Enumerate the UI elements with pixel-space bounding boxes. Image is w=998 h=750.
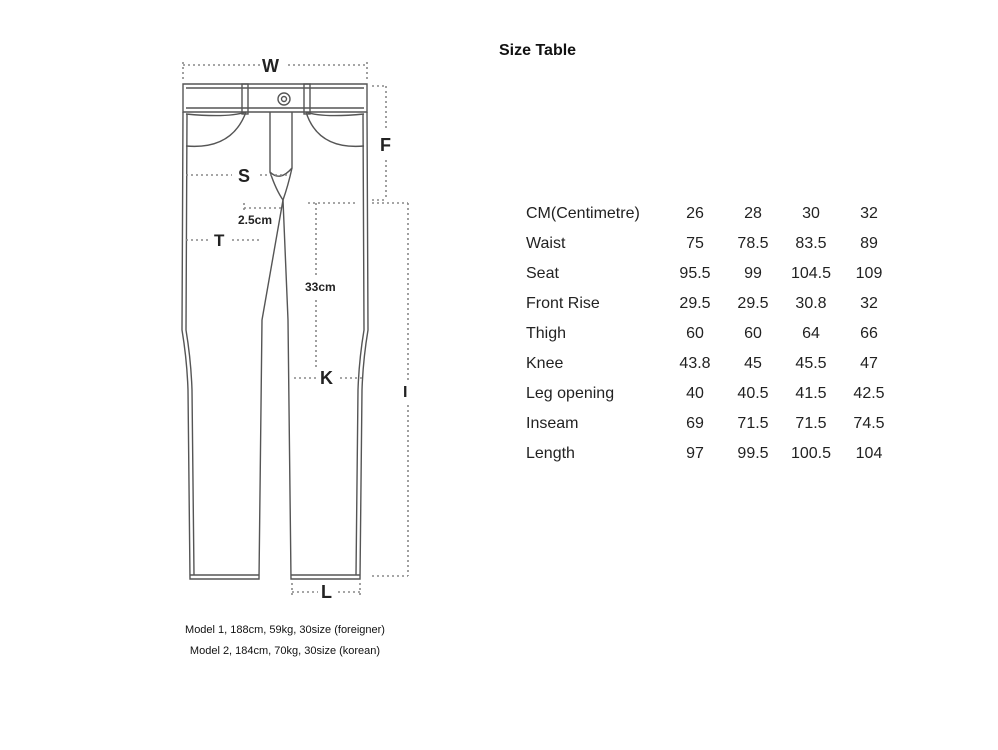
table-cell: 89 <box>860 235 878 252</box>
table-row <box>520 379 898 409</box>
table-cell: 97 <box>686 445 704 462</box>
table-cell: 100.5 <box>790 445 832 462</box>
row-label-knee: Knee <box>526 355 564 372</box>
table-cell: 41.5 <box>795 385 827 402</box>
table-cell: 78.5 <box>737 235 769 252</box>
table-cell: 40 <box>686 385 704 402</box>
size-header-26: 26 <box>686 205 704 222</box>
table-cell: 40.5 <box>737 385 769 402</box>
table-cell: 99 <box>744 265 762 282</box>
table-cell: 29.5 <box>737 295 769 312</box>
table-cell: 60 <box>744 325 762 342</box>
table-row <box>520 349 898 379</box>
model-2-caption: Model 2, 184cm, 70kg, 30size (korean) <box>189 645 381 657</box>
table-cell: 45.5 <box>795 355 827 372</box>
table-cell: 45 <box>744 355 762 372</box>
table-cell: 43.8 <box>679 355 711 372</box>
table-cell: 95.5 <box>679 265 711 282</box>
table-cell: 83.5 <box>795 235 827 252</box>
model-1-caption: Model 1, 188cm, 59kg, 30size (foreigner) <box>185 624 385 636</box>
table-cell: 71.5 <box>737 415 769 432</box>
table-cell: 99.5 <box>737 445 769 462</box>
table-row <box>520 319 898 349</box>
table-row <box>520 229 898 259</box>
table-cell: 74.5 <box>853 415 885 432</box>
table-cell: 30.8 <box>795 295 827 312</box>
dimension-label-crotch-offset: 2.5cm <box>238 213 273 227</box>
dimension-label-w: W <box>262 56 279 76</box>
size-table-header-row <box>520 199 898 229</box>
dimension-label-s: S <box>238 166 251 186</box>
table-row <box>520 439 898 469</box>
table-row <box>520 259 898 289</box>
table-cell: 66 <box>860 325 878 342</box>
table-cell: 42.5 <box>853 385 885 402</box>
size-header-30: 30 <box>802 205 820 222</box>
table-cell: 47 <box>860 355 878 372</box>
row-label-thigh: Thigh <box>526 325 567 342</box>
row-label-seat: Seat <box>526 265 559 282</box>
size-header-32: 32 <box>860 205 878 222</box>
row-label-waist: Waist <box>526 235 566 252</box>
row-label-length: Length <box>526 445 575 462</box>
size-table <box>520 199 898 469</box>
row-label-front-rise: Front Rise <box>526 295 600 312</box>
table-cell: 32 <box>860 295 878 312</box>
table-cell: 60 <box>686 325 704 342</box>
pants-outline <box>182 84 368 579</box>
table-cell: 71.5 <box>795 415 827 432</box>
dimension-label-k: K <box>320 368 333 388</box>
dimension-label-f: F <box>380 135 391 155</box>
row-label-inseam: Inseam <box>526 415 579 432</box>
table-cell: 29.5 <box>679 295 711 312</box>
table-cell: 104.5 <box>790 265 832 282</box>
dimension-label-i: I <box>403 384 408 401</box>
table-cell: 109 <box>855 265 883 282</box>
table-cell: 75 <box>686 235 704 252</box>
size-table-title: Size Table <box>499 42 577 59</box>
table-cell: 69 <box>686 415 704 432</box>
dimension-label-knee-height: 33cm <box>305 280 336 294</box>
size-table-unit-label: CM(Centimetre) <box>526 205 640 222</box>
table-row <box>520 289 898 319</box>
size-header-28: 28 <box>744 205 762 222</box>
table-cell: 104 <box>855 445 883 462</box>
table-cell: 64 <box>802 325 820 342</box>
dimension-label-t: T <box>214 231 225 250</box>
dimension-label-l: L <box>321 582 332 602</box>
table-row <box>520 409 898 439</box>
row-label-leg-opening: Leg opening <box>526 385 615 402</box>
